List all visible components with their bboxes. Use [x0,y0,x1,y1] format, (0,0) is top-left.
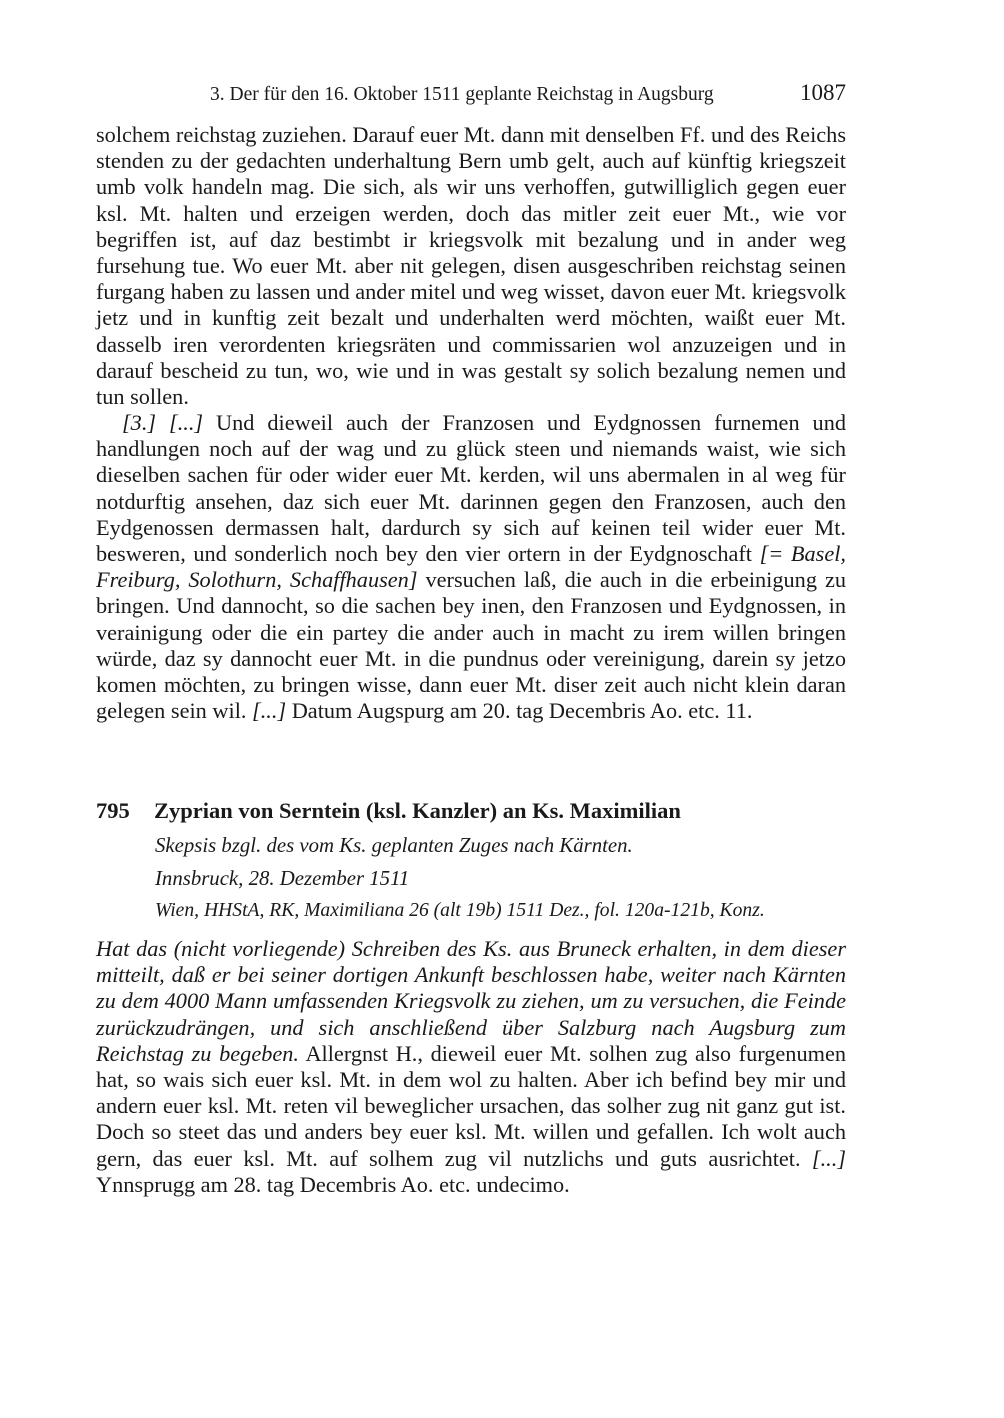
document-title: Zyprian von Serntein (ksl. Kanzler) an Ks. Maximilian [154,798,681,823]
document-source: Wien, HHStA, RK, Maximiliana 26 (alt 19b) 1511 Dez., fol. 120a-121b, Konz. [155,900,765,921]
document-regest: Skepsis bzgl. des vom Ks. geplanten Zuges nach Kärnten. [155,834,633,857]
running-head [96,80,846,110]
document-heading [96,798,846,828]
paragraph-section-3 [96,410,846,724]
running-title: 3. Der für den 16. Oktober 1511 geplante Reichstag in Augsburg [210,84,714,105]
paragraph-text: solchem reichstag zuziehen. Darauf euer Mt. dann mit denselben Ff. und des Reichs stenden zu der gedachten underhaltung Bern umb gelt, auch auf künftig kriegszeit umb volk handeln mag. Die sich, als wir uns verhoffen, gutwilliglich gegen euer ksl. Mt. halten und erzeigen werden, doch das mitler zeit euer Mt., wie vor begriffen ist, auf daz bestimbt ir kriegsvolk mit bezalung und in ander weg fursehung tue. Wo euer Mt. aber nit gelegen, disen ausgeschriben reichstag seinen furgang haben zu lassen und ander mitel und weg wisset, davon euer Mt. kriegsvolk jetz und in kunftig zeit bezalt und underhalten werd möchten, waißt euer Mt. dasselb iren verordenten kriegsräten und commissarien wol anzuzeigen und in darauf bescheid zu tun, wo, wie und in was gestalt sy solich bezalung nemen und tun sollen. [96,122,846,410]
document-body [96,936,846,1198]
paragraph-text: Datum Augspurg am 20. tag Decembris Ao. etc. 11. [286,698,753,724]
page-number: 1087 [800,80,846,105]
paragraph-text: Und dieweil auch der Franzosen und Eydgnossen furnemen und handlungen noch auf der wag und zu glück steen und niemands waist, wie sich dieselben sachen für oder wider euer Mt. kerden, wil uns abermalen in al weg für notdurftig ansehen, daz sich euer Mt. darinnen gegen den Franzosen, auch den Eydgenossen dermassen halt, dardurch sy sich auf keinen teil wider euer Mt. besweren, und sonderlich noch bey den vier ortern in der Eydgnoschaft [96,410,846,567]
editorial-note: [= Basel, Freiburg, Solothurn, Schaffhausen] [96,541,846,593]
omission-marker: [...] [252,698,287,724]
document-place-date: Innsbruck, 28. Dezember 1511 [155,867,410,890]
omission-marker: [...] [811,1145,846,1171]
paragraph-text: Allergnst H., dieweil euer Mt. solhen zug also furgenumen hat, so wais sich euer ksl. Mt. in dem wol zu halten. Aber ich befind bey mir und andern euer ksl. Mt. reten vil beweglicher ursachen, das solher zug nit ganz gut ist. Doch so steet das und anders bey euer ksl. Mt. willen und gefallen. Ich wolt auch gern, das euer ksl. Mt. auf solhem zug vil nutzlichs und guts ausrichtet. [96,1040,846,1171]
editorial-summary: Hat das (nicht vorliegende) Schreiben des Ks. aus Bruneck erhalten, in dem dieser mitteilt, daß er bei seiner dortigen Ankunft beschlossen habe, weiter nach Kärnten zu dem 4000 Mann umfassenden Kriegsvolk zu ziehen, um zu versuchen, die Feinde zurückzudrängen, und sich anschließend über Salzburg nach Augsburg zum Reichstag zu begeben. [96,936,846,1066]
paragraph-continuation [96,122,846,410]
section-marker: [3.] [...] [122,410,204,435]
paragraph-text: versuchen laß, die auch in die erbeinigung zu bringen. Und dannocht, so die sachen bey inen, den Franzosen und Eydgnossen, in verainigung oder die ein partey die ander auch in macht zu irem willen bringen würde, daz sy dannocht euer Mt. in die pundnus oder vereinigung, darein sy jetzo komen möchten, zu bringen wisse, dann euer Mt. diser zeit auch nicht klein daran gelegen sein wil. [96,567,846,724]
paragraph-text: Ynnsprugg am 28. tag Decembris Ao. etc. undecimo. [96,1171,570,1197]
document-number: 795 [96,798,130,823]
